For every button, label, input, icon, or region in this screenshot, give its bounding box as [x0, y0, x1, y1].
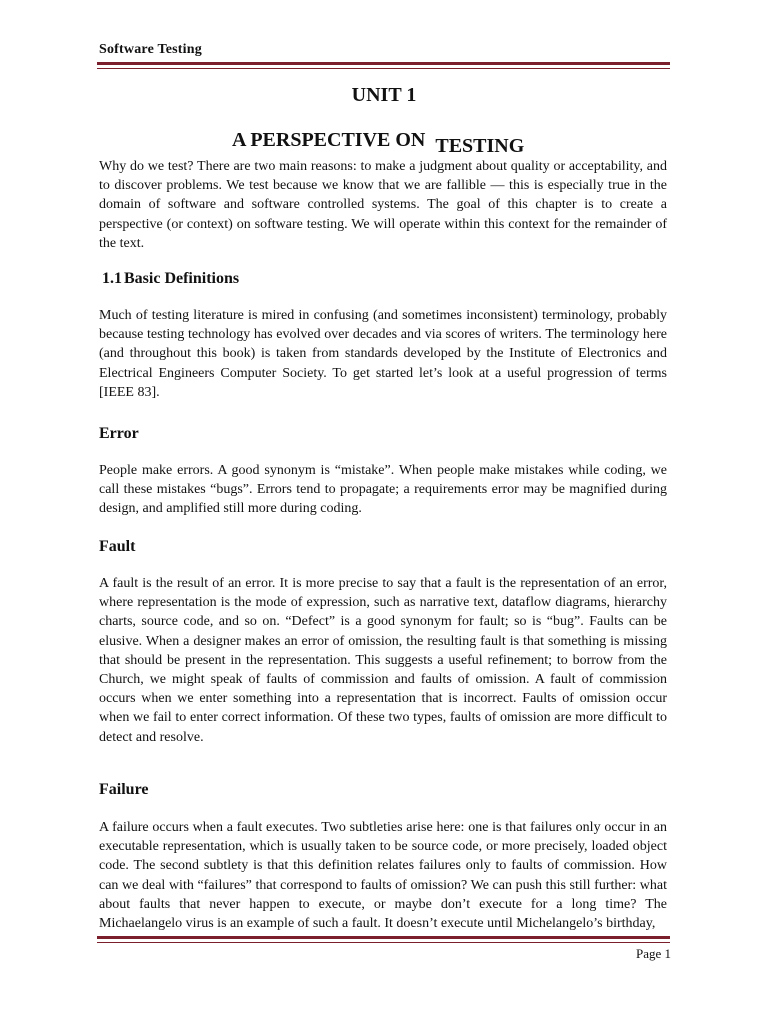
section-title: Basic Definitions [124, 270, 240, 287]
section-number: 1.1 [102, 270, 122, 287]
failure-paragraph: A failure occurs when a fault executes. Two subtleties arise here: one is that failures only occur in an executable representation, which is usually taken to be source code, or more precisely, loaded object code. The second subtlety is that this definition relates failures only to faults of commission. How can we deal with “failures” that correspond to faults of omission? We can push this still further: what about faults that never happen to execute, or maybe don’t execute for a long time? The Michaelangelo virus is an example of such a fault. It doesn’t execute until Michelangelo’s birthday, [99, 820, 667, 932]
chapter-title-tail: TESTING [435, 135, 525, 157]
chapter-title-head: A PERSPECTIVE ON [232, 129, 426, 151]
running-header: Software Testing [99, 42, 202, 57]
page-number: Page 1 [635, 946, 671, 961]
error-heading: Error [99, 425, 139, 442]
chapter-title [232, 129, 525, 157]
section-heading [102, 270, 239, 288]
error-paragraph: People make errors. A good synonym is “mistake”. When people make mistakes while coding, we call these mistakes “bugs”. Errors tend to propagate; a requirements error may be magnified during design, and amplified still more during coding. [99, 463, 667, 517]
intro-paragraph: Why do we test? There are two main reasons: to make a judgment about quality or acceptability, and to discover problems. We test because we know that we are fallible — this is especially true in the domain of software and software controlled systems. The goal of this chapter is to create a perspective (or context) on software testing. We will operate within this context for the remainder of the text. [99, 159, 667, 251]
footer-rule-thin [97, 942, 670, 943]
unit-label: UNIT 1 [351, 84, 417, 106]
unit-title [0, 84, 768, 107]
definitions-paragraph: Much of testing literature is mired in confusing (and sometimes inconsistent) terminology, probably because testing technology has evolved over decades and via scores of writers. The terminology here (and throughout this book) is taken from standards developed by the Institute of Electronics and Electrical Engineers Computer Society. To get started let’s look at a useful progression of terms [IEEE 83]. [99, 308, 667, 400]
header-rule-thick [97, 62, 670, 65]
footer-rule-thick [97, 936, 670, 939]
fault-heading: Fault [99, 538, 136, 555]
failure-heading: Failure [99, 781, 149, 798]
header-rule-thin [97, 68, 670, 69]
fault-paragraph: A fault is the result of an error. It is more precise to say that a fault is the representation of an error, where representation is the mode of expression, such as narrative text, dataflow diagrams, hierarchy charts, source code, and so on. “Defect” is a good synonym for fault; so is “bug”. Faults can be elusive. When a designer makes an error of omission, the resulting fault is that something is missing that should be present in the representation. This suggests a useful refinement; to borrow from the Church, we might speak of faults of commission and faults of omission. A fault of commission occurs when we enter something into a representation that is incorrect. Faults of omission occur when we fail to enter correct information. Of these two types, faults of omission are more difficult to detect and resolve. [99, 576, 667, 745]
